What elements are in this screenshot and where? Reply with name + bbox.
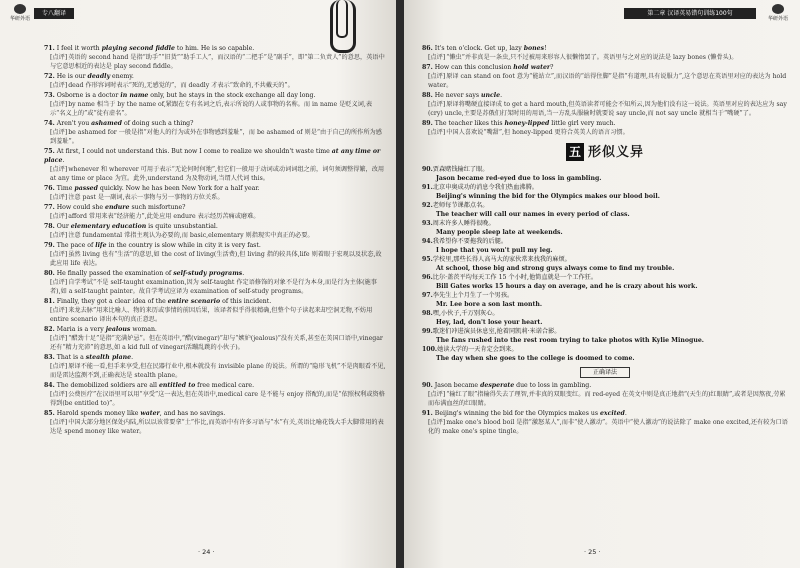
chinese-sentence: [422, 255, 788, 264]
sentence-text: Maria is a very: [56, 326, 106, 333]
chinese-text: 李先生上个月生了一个男孩。: [432, 292, 514, 299]
sentence-text: due to loss in gambling.: [514, 382, 592, 389]
logo-mark-icon: [14, 4, 26, 14]
sentence-item: [44, 381, 386, 390]
sentence-text: such misfortune?: [129, 204, 186, 211]
sentence-item: [44, 269, 386, 278]
page-number: · 25 ·: [584, 548, 601, 556]
highlighted-phrase: uncle: [481, 92, 501, 99]
publisher-logo: 华研外语: [764, 4, 792, 24]
highlighted-phrase: jealous: [105, 326, 131, 333]
commentary-note: [428, 390, 788, 408]
chapter-header: 专八翻译: [34, 8, 74, 19]
note-tag: [点评]: [50, 307, 68, 314]
note-tag: [点评]: [428, 129, 446, 136]
sentence-item: [44, 409, 386, 418]
sentence-text: Time: [56, 185, 75, 192]
chinese-text: 歌迷们冲进演员休息室,抢着同凯莉·米诺合影。: [432, 328, 561, 335]
item-number: 100.: [422, 346, 438, 353]
note-tag: [点评]: [50, 335, 68, 342]
note-text: 原译 can stand on foot 意为“能站立”,而汉语的“站得住脚”是指“有道理,具有说服力”,这个意思在英语里对应的表达为 hold water。: [428, 73, 787, 89]
chinese-text: 我希望你不要拖我的后腿。: [432, 238, 508, 245]
chinese-text: 学校里,那些长得人高马大的家伙常来找我的麻烦。: [432, 256, 571, 263]
sentence-text: I feel it worth: [56, 45, 102, 52]
english-translation: Mr. Lee bore a son last month.: [436, 301, 542, 308]
sentence-text: quickly. Now he has been New York for a half year.: [97, 185, 260, 192]
highlighted-phrase: hold water: [513, 64, 551, 71]
english-translation: At school, those big and strong guys always come to find my trouble.: [436, 265, 675, 272]
item-number: 82.: [44, 326, 55, 333]
item-number: 94.: [422, 238, 433, 245]
highlighted-phrase: at any time or place: [44, 148, 381, 164]
highlighted-phrase: excited: [599, 410, 625, 417]
sentence-text: only, but he stays in the stock exchange all day long.: [148, 92, 316, 99]
sentence-item: [422, 91, 788, 100]
english-translation: Many people sleep late at weekends.: [436, 229, 563, 236]
item-number: 78.: [44, 223, 55, 230]
note-text: 公费医疗”在汉语里可以用“享受”这一表达,但在英语中,medical care 是不能与 enjoy 搭配的,而是“依照权利或资格得到(be entitled to)”。: [50, 391, 385, 407]
commentary-note: [428, 128, 788, 137]
highlighted-phrase: honey-lipped: [504, 120, 550, 127]
item-number: 77.: [44, 204, 55, 211]
commentary-note: [50, 128, 386, 146]
chinese-text: 她读大学的一天肯定会到来。: [437, 346, 518, 353]
sentence-text: He is our: [56, 73, 88, 80]
item-number: 91.: [422, 410, 433, 417]
sentence-text: He never says: [434, 92, 482, 99]
sentence-item: [44, 203, 386, 212]
item-number: 84.: [44, 382, 55, 389]
commentary-note: [50, 212, 386, 221]
note-tag: [点评]: [428, 54, 446, 61]
section-heading: 形似义异: [587, 144, 644, 160]
sentence-item: [44, 325, 386, 334]
note-text: “懒虫”并非真是一条虫,只不过被用来形容人很懒惰罢了。英语里与之对应的说法是 lazy bones (懒骨头)。: [446, 54, 738, 61]
item-number: 73.: [44, 92, 55, 99]
commentary-note: [428, 53, 788, 62]
sentence-text: ?: [550, 64, 554, 71]
sentence-item: [44, 222, 386, 231]
sentence-item: [44, 297, 386, 306]
item-number: 98.: [422, 310, 433, 317]
highlighted-phrase: stealth plane: [85, 354, 132, 361]
item-number: 90.: [422, 382, 433, 389]
sentence-item: [44, 91, 386, 100]
sentence-item: [44, 147, 386, 165]
sentence-item: [422, 63, 788, 72]
item-number: 90.: [422, 166, 433, 173]
item-number: 91.: [422, 184, 433, 191]
commentary-note: [50, 250, 386, 268]
note-text: be ashamed for 一般是指“对他人的行为或外在事物感到羞耻”，而 be ashamed of 则是“由于自己的所作所为感到羞耻”。: [50, 129, 382, 145]
section-title: [422, 143, 788, 161]
sentence-item: [422, 409, 788, 418]
item-number: 87.: [422, 64, 433, 71]
sentence-item: [44, 119, 386, 128]
publisher-logo: 华研外语: [6, 4, 34, 24]
sentence-item: [422, 119, 788, 128]
commentary-note: [50, 231, 386, 240]
highlighted-phrase: deadly: [87, 73, 111, 80]
note-tag: [点评]: [50, 166, 68, 173]
commentary-note: [50, 165, 386, 183]
commentary-note: [428, 72, 788, 90]
item-number: 95.: [422, 256, 433, 263]
item-number: 75.: [44, 148, 55, 155]
sentence-text: That is a: [56, 354, 86, 361]
highlighted-phrase: ashamed: [91, 120, 122, 127]
sentence-text: How could she: [56, 204, 106, 211]
sentence-item: [44, 184, 386, 193]
item-number: 99.: [422, 328, 433, 335]
highlighted-phrase: elementary education: [70, 223, 147, 230]
chinese-sentence: [422, 165, 788, 174]
note-tag: [点评]: [50, 419, 68, 426]
highlighted-phrase: water: [140, 410, 160, 417]
chinese-sentence: [422, 237, 788, 246]
chinese-sentence: [422, 219, 788, 228]
sentence-text: Our: [56, 223, 71, 230]
sentence-item: [44, 72, 386, 81]
item-number: 79.: [44, 242, 55, 249]
highlighted-phrase: playing second fiddle: [101, 45, 175, 52]
item-number: 83.: [44, 354, 55, 361]
highlighted-phrase: bones: [523, 45, 545, 52]
logo-mark-icon: [772, 4, 784, 14]
note-tag: [点评]: [50, 391, 68, 398]
note-text: 原译不能一看,但手来享受,但在民器行业中,根本就没有 invisible plane 的说法。所谓的“隐形飞机”不是肉眼看不见,而是雷达监测不到,正确表达是 stealth plane。: [50, 363, 386, 379]
note-tag: [点评]: [50, 82, 68, 89]
item-number: 74.: [44, 120, 55, 127]
sentence-text: Beijing's winning the bid for the Olympics makes us: [434, 410, 600, 417]
sentence-text: , and has no savings.: [159, 410, 226, 417]
answer-label: 正确译法: [580, 367, 630, 378]
sentence-text: to him. He is so capable.: [174, 45, 255, 52]
highlighted-phrase: self-study programs: [173, 270, 243, 277]
note-tag: [点评]: [428, 101, 446, 108]
right-page-content: [422, 44, 788, 437]
english-translation: Jason became red-eyed due to loss in gambling.: [436, 175, 602, 182]
highlighted-phrase: endure: [105, 204, 130, 211]
note-tag: [点评]: [50, 251, 68, 258]
chinese-text: 北京申奥成功的消息令我们热血沸腾。: [432, 184, 538, 191]
english-translation: Bill Gates works 15 hours a day on average, and he is crazy about his work.: [436, 283, 698, 290]
sentence-text: The pace of: [56, 242, 96, 249]
commentary-note: [50, 334, 386, 352]
highlighted-phrase: desperate: [480, 382, 515, 389]
item-number: 72.: [44, 73, 55, 80]
left-page-content: [44, 44, 386, 437]
commentary-note: [428, 100, 788, 118]
sentence-text: free medical care.: [195, 382, 255, 389]
commentary-note: [50, 81, 386, 90]
english-translation: I hope that you won't pull my leg.: [436, 247, 553, 254]
highlighted-phrase: passed: [74, 185, 98, 192]
binder-clip-inner-icon: [336, 0, 348, 38]
note-text: 中国大部分地区保处内陆,所以以该常要拿“土”作比,而英语中有许多习语与“水”有关,英语比喻花钱大手大脚常用的表达是 spend money like water。: [50, 419, 384, 435]
chinese-sentence: [422, 345, 788, 354]
note-text: afford 常用来表“经济能力”,此处应用 endure 表示经历苦痛或磨难。: [68, 213, 260, 220]
note-text: 来龙去脉”用来比喻人、物的来历或事情的前因后果，该译者似乎得很精确,但整个句子读起来却空洞无物,不妨用 entire scenario 译出本句的真正意思。: [50, 307, 373, 323]
sentence-text: .: [624, 410, 627, 417]
chinese-text: 老师每节课都点名。: [432, 202, 489, 209]
sentence-text: The teacher likes this: [434, 120, 505, 127]
note-text: 注意 past 是一副词,表示一事物与另一事物的方位关系。: [68, 194, 224, 201]
item-number: 96.: [422, 274, 433, 281]
note-tag: [点评]: [50, 279, 68, 286]
chinese-sentence: [422, 327, 788, 336]
item-number: 80.: [44, 270, 55, 277]
right-page: [404, 0, 800, 568]
note-text: 虽然 living 也有“生活”的意思,如 the cost of living(生活费),但 living 指的较具体,life 则着眼于宏观以及状态,故此应用 life 表达。: [50, 251, 382, 267]
book-gutter: [396, 0, 404, 568]
chinese-text: 嘿,小伙子,千万别灰心。: [432, 310, 499, 317]
commentary-note: [50, 100, 386, 118]
sentence-item: [422, 44, 788, 53]
commentary-note: [50, 53, 386, 71]
chinese-text: 比尔·盖茨平均每天工作 15 个小时,他简直就是一个工作狂。: [432, 274, 598, 281]
sentence-item: [44, 353, 386, 362]
item-number: 76.: [44, 185, 55, 192]
chinese-sentence: [422, 273, 788, 282]
highlighted-phrase: entire scenario: [167, 298, 221, 305]
commentary-note: [428, 418, 788, 436]
sentence-item: [44, 241, 386, 250]
english-translation: Hey, lad, don't lose your heart.: [436, 319, 543, 326]
highlighted-phrase: in name: [120, 92, 149, 99]
sentence-text: is quite unsubstantial.: [146, 223, 218, 230]
section-number: 五: [566, 143, 584, 161]
item-number: 86.: [422, 45, 433, 52]
chinese-text: 周末许多人睡得很晚。: [432, 220, 495, 227]
commentary-note: [50, 193, 386, 202]
sentence-text: The demobilized soldiers are all: [56, 382, 159, 389]
note-tag: [点评]: [50, 194, 68, 201]
commentary-note: [50, 418, 386, 436]
note-tag: [点评]: [50, 363, 68, 370]
sentence-text: How can this conclusion: [434, 64, 514, 71]
note-text: “输红了眼”指输得失去了理智,并非真的双眼变红。而 red-eyed 在英文中则是真正地指“(天生的)红眼睛”,或者是因熬夜,劳累而布满血丝的红眼睛。: [428, 391, 786, 407]
item-number: 85.: [44, 410, 55, 417]
sentence-text: of this incident.: [220, 298, 272, 305]
left-page: [0, 0, 396, 568]
note-text: 英语的 second hand 是指“助手”“旧货”“助手工人”，而汉语的“二把手”是“副手”，即“第二负责人”的意思，英语中与它意思相近的表达是 play second fiddle。: [50, 54, 385, 70]
commentary-note: [50, 390, 386, 408]
page-number: · 24 ·: [198, 548, 215, 556]
sentence-text: Harold spends money like: [56, 410, 141, 417]
english-translation: The teacher will call our names in every period of class.: [436, 211, 630, 218]
sentence-text: .: [500, 92, 503, 99]
note-tag: [点评]: [50, 54, 68, 61]
chinese-text: 贾森赌钱输红了眼。: [432, 166, 489, 173]
note-text: make one's blood boil 是指“激怒某人”,而非“使人激动”。英语中“使人激动”的说法除了 make one excited,还有较为口语化的 make one's spine tingle。: [428, 419, 788, 435]
english-translation: The fans rushed into the rest room trying to take photos with Kylie Minogue.: [436, 337, 704, 344]
item-number: 81.: [44, 298, 55, 305]
note-tag: [点评]: [50, 101, 68, 108]
sentence-text: .: [62, 157, 65, 164]
note-text: 自学考试“不是 self-taught examination,因为 self-taught 作定语修饰的对象不是行为本身,而是行为主体(施事者),如 a self-taught painter。故自学考试应译为 examination of self-study programs。: [50, 279, 377, 295]
highlighted-phrase: life: [95, 242, 107, 249]
commentary-note: [50, 306, 386, 324]
sentence-text: .: [131, 354, 134, 361]
english-translation: The day when she goes to the college is doomed to come.: [436, 355, 635, 362]
sentence-text: He finally passed the examination of: [56, 270, 174, 277]
sentence-text: little girl very much.: [549, 120, 616, 127]
explained-items: [422, 44, 788, 137]
item-number: 88.: [422, 92, 433, 99]
sentence-text: At first, I could not understand this. But now I come to realize we shouldn't waste time: [56, 148, 332, 155]
commentary-note: [50, 278, 386, 296]
note-tag: [点评]: [50, 129, 68, 136]
item-number: 71.: [44, 45, 55, 52]
sentence-text: Finally, they got a clear idea of the: [56, 298, 168, 305]
answer-list: [422, 381, 788, 436]
note-text: 注意 fundamental 常指主观认为必要的,而 basic,elementary 则指现实中真正的必要。: [68, 232, 314, 239]
chinese-sentence: [422, 201, 788, 210]
sentence-text: !: [544, 45, 547, 52]
chapter-header: 第二章 汉译英易错句训练100句: [624, 8, 756, 19]
item-number: 97.: [422, 292, 433, 299]
note-text: whenever 和 wherever 可用于表示“无论何时何地”,但它们一般用于动词或动词词组之前，词句须调整得繁，改用 at any time or place 为宜。此外,understand 为及物动词,当谓人代词 this。: [50, 166, 385, 182]
exercise-list: [422, 165, 788, 363]
note-tag: [点评]: [428, 391, 446, 398]
sentence-text: Osborne is a doctor: [56, 92, 121, 99]
sentence-text: It's ten o'clock. Get up, lazy: [434, 45, 524, 52]
item-number: 89.: [422, 120, 433, 127]
note-tag: [点评]: [50, 213, 68, 220]
item-number: 92.: [422, 202, 433, 209]
note-text: by name 相当于 by the name of,紧跟在专有名词之后,表示所说的人或事物的名称。而 in name 是贬义词,表示“名义上的”或“徒有虚名”。: [50, 101, 373, 117]
sentence-text: woman.: [130, 326, 157, 333]
note-tag: [点评]: [428, 419, 446, 426]
sentence-item: [44, 44, 386, 53]
sentence-text: of doing such a thing?: [121, 120, 194, 127]
note-text: 中国人喜欢说“嘴甜”,但 honey-lipped 更符合英美人的语言习惯。: [446, 129, 629, 136]
highlighted-phrase: entitled to: [158, 382, 196, 389]
chinese-sentence: [422, 183, 788, 192]
commentary-note: [50, 362, 386, 380]
sentence-item: [422, 381, 788, 390]
item-number: 93.: [422, 220, 433, 227]
sentence-text: .: [242, 270, 245, 277]
note-tag: [点评]: [428, 73, 446, 80]
sentence-text: enemy.: [110, 73, 134, 80]
chinese-sentence: [422, 291, 788, 300]
sentence-text: Jason became: [434, 382, 481, 389]
english-translation: Beijing's winning the bid for the Olympics makes our blood boil.: [436, 193, 660, 200]
chinese-sentence: [422, 309, 788, 318]
note-text: dead 作形容词时表示“死的,无感觉的”，而 deadly 才表示“致命的,不共戴天的”。: [68, 82, 294, 89]
note-text: 原译将嘴硬直接译成 to get a hard mouth,但英语读者可能会不知所云,因为他们没有这一说法。英语里对应的表达应为 say (cry) uncle,主要是苏俄们打架时用的用语,当一方乱头服输时就要说 say uncle,而 not say uncle 就相当于“嘴硬”了。: [428, 101, 787, 117]
note-tag: [点评]: [50, 232, 68, 239]
note-text: “醋劲十足”是指“充满妒忌”。但在英语中,“醋(vinegar)”却与“嫉妒(jealous)”没有关系,甚至在美国口语中,vinegar 还有“精力充沛”的意思,如 a kid full of vinegar(活蹦乱跳的小伙子)。: [50, 335, 383, 351]
sentence-text: in the country is slow while in city it is very fast.: [106, 242, 261, 249]
sentence-text: Aren't you: [56, 120, 92, 127]
